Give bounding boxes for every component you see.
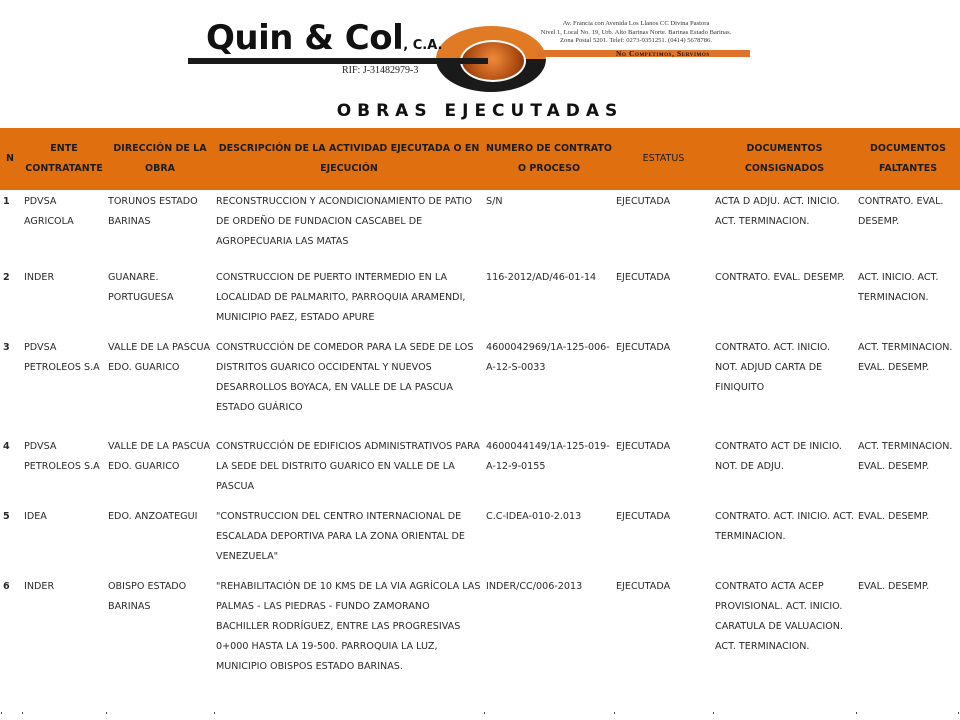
cell-faltantes: ACT. TERMINACION. EVAL. DESEMP. <box>858 342 953 373</box>
row-number: 3 <box>3 342 10 353</box>
cell-estatus: EJECUTADA <box>616 441 671 452</box>
cell-consignados: CONTRATO. ACT. INICIO. NOT. ADJUD CARTA DE FINIQUITO <box>715 342 830 393</box>
cell-consignados: ACTA D ADJU. ACT. INICIO. ACT. TERMINACION. <box>715 196 840 227</box>
cell-estatus: EJECUTADA <box>616 511 671 522</box>
cell-estatus: EJECUTADA <box>616 272 671 283</box>
row-number: 2 <box>3 272 10 283</box>
cell-contrato: 116-2012/AD/46-01-14 <box>486 272 597 283</box>
cell-descripcion: RECONSTRUCCION Y ACONDICIONAMIENTO DE PATIO DE ORDEÑO DE FUNDACION CASCABEL DE AGROPECUARIA LAS MATAS <box>216 196 473 247</box>
cell-descripcion: CONSTRUCCION DE PUERTO INTERMEDIO EN LA LOCALIDAD DE PALMARITO, PARROQUIA ARAMENDI, MUNICIPIO PAEZ, ESTADO APURE <box>216 272 466 323</box>
cell-contrato: S/N <box>486 196 503 207</box>
company-suffix: , C.A. <box>403 38 443 53</box>
table-row <box>0 190 960 266</box>
cell-faltantes: ACT. INICIO. ACT. TERMINACION. <box>858 272 939 303</box>
company-slogan: No Competimos, Servimos <box>616 49 710 58</box>
cell-faltantes: EVAL. DESEMP. <box>858 581 930 592</box>
col-header-descripcion: DESCRIPCIÓN DE LA ACTIVIDAD EJECUTADA O EN EJECUCIÓN <box>214 128 484 190</box>
letterhead <box>186 14 750 84</box>
table-row <box>0 435 960 505</box>
col-header-n: N <box>0 128 22 190</box>
cell-descripcion: CONSTRUCCIÓN DE EDIFICIOS ADMINISTRATIVOS PARA LA SEDE DEL DISTRITO GUARICO EN VALLE DE LA PASCUA <box>216 441 480 492</box>
cell-direccion: EDO. ANZOATEGUI <box>108 511 198 522</box>
cell-ente: INDER <box>24 272 55 283</box>
cell-ente: PDVSA PETROLEOS S.A <box>24 342 100 373</box>
table-row <box>0 266 960 336</box>
col-header-estatus: ESTATUS <box>614 128 713 190</box>
column-tick-marks <box>0 712 960 714</box>
cell-descripcion: "CONSTRUCCION DEL CENTRO INTERNACIONAL DE ESCALADA DEPORTIVA PARA LA ZONA ORIENTAL DE VENEZUELA" <box>216 511 465 562</box>
cell-estatus: EJECUTADA <box>616 581 671 592</box>
cell-direccion: VALLE DE LA PASCUA EDO. GUARICO <box>108 441 211 472</box>
works-table <box>0 128 960 697</box>
table-row <box>0 336 960 435</box>
table-row <box>0 575 960 697</box>
table-header-row <box>0 128 960 190</box>
col-header-faltantes: DOCUMENTOS FALTANTES <box>856 128 960 190</box>
cell-ente: PDVSA AGRICOLA <box>24 196 74 227</box>
cell-contrato: INDER/CC/006-2013 <box>486 581 583 592</box>
row-number: 1 <box>3 196 10 207</box>
logo-black-bar <box>188 58 488 64</box>
cell-consignados: CONTRATO ACT DE INICIO. NOT. DE ADJU. <box>715 441 842 472</box>
cell-contrato: 4600042969/1A-125-006-A-12-S-0033 <box>486 342 610 373</box>
cell-direccion: TORUNOS ESTADO BARINAS <box>108 196 198 227</box>
cell-faltantes: ACT. TERMINACION. EVAL. DESEMP. <box>858 441 953 472</box>
cell-ente: INDER <box>24 581 55 592</box>
row-number: 6 <box>3 581 10 592</box>
row-number: 5 <box>3 511 10 522</box>
cell-descripcion: "REHABILITACIÓN DE 10 KMS DE LA VIA AGRÍCOLA LAS PALMAS - LAS PIEDRAS - FUNDO ZAMORANO BACHILLER RODRÍGUEZ, ENTRE LAS PROGRESIVAS 0+000 HASTA LA 19-500. PARROQUIA LA LUZ, MUNICIPIO OBISPOS ESTADO BARINAS. <box>216 581 481 672</box>
row-number: 4 <box>3 441 10 452</box>
page-title: OBRAS EJECUTADAS <box>336 101 624 121</box>
cell-descripcion: CONSTRUCCIÓN DE COMEDOR PARA LA SEDE DE LOS DISTRITOS GUARICO OCCIDENTAL Y NUEVOS DESARROLLOS BOYACA, EN VALLE DE LA PASCUA ESTADO GUÁRICO <box>216 342 474 413</box>
company-address: Av. Francia con Avenida Los Llanos CC Divina Pastora Nivel 1, Local No. 19, Urb. Alto Barinas Norte. Barinas Estado Barinas. Zona Postal 5201. Telef: 0273-9351251. (0414) 5678786. <box>540 20 732 44</box>
cell-consignados: CONTRATO. ACT. INICIO. ACT. TERMINACION. <box>715 511 854 542</box>
cell-direccion: GUANARE. PORTUGUESA <box>108 272 174 303</box>
company-name: Quin & Col, C.A. <box>206 18 443 58</box>
cell-consignados: CONTRATO. EVAL. DESEMP. <box>715 272 845 283</box>
col-header-ente: ENTE CONTRATANTE <box>22 128 106 190</box>
col-header-consignados: DOCUMENTOS CONSIGNADOS <box>713 128 856 190</box>
company-rif: RIF: J-31482979-3 <box>342 65 419 76</box>
cell-direccion: VALLE DE LA PASCUA EDO. GUARICO <box>108 342 211 373</box>
cell-direccion: OBISPO ESTADO BARINAS <box>108 581 187 612</box>
cell-estatus: EJECUTADA <box>616 196 671 207</box>
cell-consignados: CONTRATO ACTA ACEP PROVISIONAL. ACT. INICIO. CARATULA DE VALUACION. ACT. TERMINACION. <box>715 581 844 652</box>
cell-faltantes: CONTRATO. EVAL. DESEMP. <box>858 196 944 227</box>
col-header-contrato: NUMERO DE CONTRATO O PROCESO <box>484 128 614 190</box>
cell-ente: PDVSA PETROLEOS S.A <box>24 441 100 472</box>
col-header-direccion: DIRECCIÓN DE LA OBRA <box>106 128 214 190</box>
cell-contrato: 4600044149/1A-125-019-A-12-9-0155 <box>486 441 610 472</box>
cell-ente: IDEA <box>24 511 47 522</box>
table-row <box>0 505 960 575</box>
cell-faltantes: EVAL. DESEMP. <box>858 511 930 522</box>
cell-contrato: C.C-IDEA-010-2.013 <box>486 511 582 522</box>
cell-estatus: EJECUTADA <box>616 342 671 353</box>
